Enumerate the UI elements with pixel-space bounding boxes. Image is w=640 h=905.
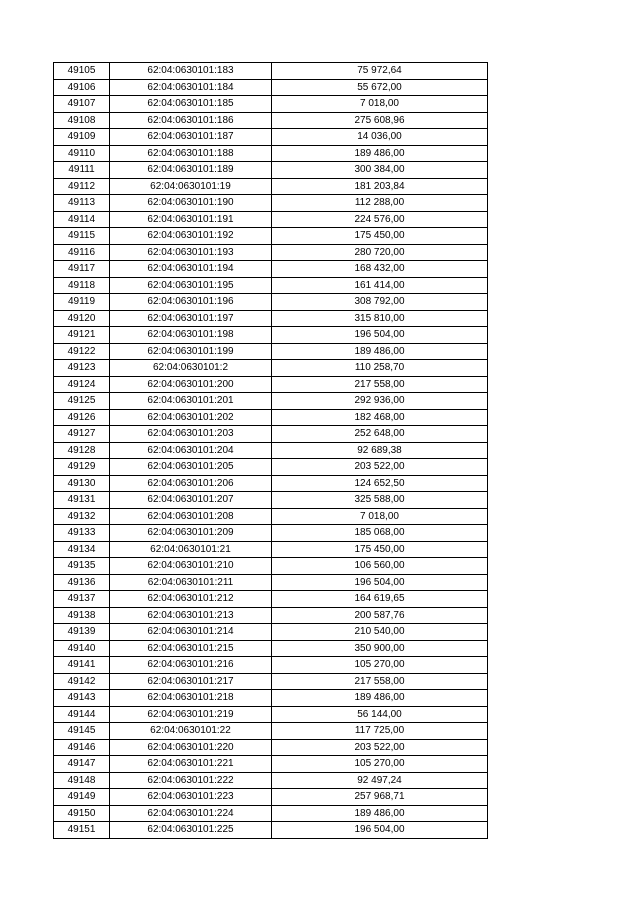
- cadastral-number-cell: 62:04:0630101:220: [110, 739, 272, 756]
- row-number-cell: 49112: [54, 178, 110, 195]
- table-body: [54, 63, 488, 839]
- cadastral-number-cell: 62:04:0630101:198: [110, 327, 272, 344]
- table-row: [54, 508, 488, 525]
- cadastral-value-cell: 189 486,00: [272, 690, 488, 707]
- table-row: [54, 723, 488, 740]
- cadastral-value-cell: 92 689,38: [272, 442, 488, 459]
- table-row: [54, 591, 488, 608]
- row-number-cell: 49108: [54, 112, 110, 129]
- table-row: [54, 772, 488, 789]
- cadastral-number-cell: 62:04:0630101:221: [110, 756, 272, 773]
- cadastral-number-cell: 62:04:0630101:194: [110, 261, 272, 278]
- cadastral-number-cell: 62:04:0630101:218: [110, 690, 272, 707]
- cadastral-value-table: [53, 62, 488, 839]
- cadastral-value-cell: 189 486,00: [272, 145, 488, 162]
- cadastral-value-cell: 164 619,65: [272, 591, 488, 608]
- row-number-cell: 49109: [54, 129, 110, 146]
- cadastral-number-cell: 62:04:0630101:188: [110, 145, 272, 162]
- cadastral-number-cell: 62:04:0630101:222: [110, 772, 272, 789]
- cadastral-number-cell: 62:04:0630101:209: [110, 525, 272, 542]
- row-number-cell: 49144: [54, 706, 110, 723]
- cadastral-number-cell: 62:04:0630101:211: [110, 574, 272, 591]
- cadastral-number-cell: 62:04:0630101:19: [110, 178, 272, 195]
- cadastral-value-cell: 56 144,00: [272, 706, 488, 723]
- row-number-cell: 49115: [54, 228, 110, 245]
- table-row: [54, 129, 488, 146]
- cadastral-value-cell: 203 522,00: [272, 739, 488, 756]
- table-row: [54, 706, 488, 723]
- table-row: [54, 211, 488, 228]
- cadastral-number-cell: 62:04:0630101:205: [110, 459, 272, 476]
- row-number-cell: 49119: [54, 294, 110, 311]
- cadastral-number-cell: 62:04:0630101:223: [110, 789, 272, 806]
- cadastral-value-cell: 203 522,00: [272, 459, 488, 476]
- row-number-cell: 49137: [54, 591, 110, 608]
- cadastral-value-cell: 105 270,00: [272, 756, 488, 773]
- table-row: [54, 195, 488, 212]
- table-row: [54, 739, 488, 756]
- cadastral-value-cell: 7 018,00: [272, 508, 488, 525]
- cadastral-number-cell: 62:04:0630101:206: [110, 475, 272, 492]
- cadastral-value-cell: 189 486,00: [272, 805, 488, 822]
- table-row: [54, 162, 488, 179]
- row-number-cell: 49140: [54, 640, 110, 657]
- row-number-cell: 49134: [54, 541, 110, 558]
- table-row: [54, 376, 488, 393]
- row-number-cell: 49151: [54, 822, 110, 839]
- table-row: [54, 541, 488, 558]
- cadastral-value-cell: 196 504,00: [272, 574, 488, 591]
- cadastral-value-cell: 110 258,70: [272, 360, 488, 377]
- row-number-cell: 49127: [54, 426, 110, 443]
- cadastral-value-cell: 161 414,00: [272, 277, 488, 294]
- cadastral-value-cell: 292 936,00: [272, 393, 488, 410]
- row-number-cell: 49105: [54, 63, 110, 80]
- cadastral-number-cell: 62:04:0630101:189: [110, 162, 272, 179]
- cadastral-value-cell: 168 432,00: [272, 261, 488, 278]
- cadastral-number-cell: 62:04:0630101:190: [110, 195, 272, 212]
- cadastral-number-cell: 62:04:0630101:204: [110, 442, 272, 459]
- cadastral-value-cell: 315 810,00: [272, 310, 488, 327]
- cadastral-value-cell: 75 972,64: [272, 63, 488, 80]
- row-number-cell: 49121: [54, 327, 110, 344]
- row-number-cell: 49142: [54, 673, 110, 690]
- cadastral-value-cell: 200 587,76: [272, 607, 488, 624]
- cadastral-number-cell: 62:04:0630101:22: [110, 723, 272, 740]
- cadastral-number-cell: 62:04:0630101:207: [110, 492, 272, 509]
- table-row: [54, 360, 488, 377]
- cadastral-number-cell: 62:04:0630101:185: [110, 96, 272, 113]
- cadastral-value-cell: 325 588,00: [272, 492, 488, 509]
- row-number-cell: 49110: [54, 145, 110, 162]
- row-number-cell: 49149: [54, 789, 110, 806]
- cadastral-value-cell: 14 036,00: [272, 129, 488, 146]
- table-row: [54, 393, 488, 410]
- cadastral-value-cell: 252 648,00: [272, 426, 488, 443]
- table-row: [54, 145, 488, 162]
- row-number-cell: 49123: [54, 360, 110, 377]
- cadastral-number-cell: 62:04:0630101:224: [110, 805, 272, 822]
- table-row: [54, 442, 488, 459]
- row-number-cell: 49106: [54, 79, 110, 96]
- cadastral-value-cell: 185 068,00: [272, 525, 488, 542]
- cadastral-value-cell: 189 486,00: [272, 343, 488, 360]
- cadastral-value-cell: 175 450,00: [272, 541, 488, 558]
- cadastral-value-cell: 124 652,50: [272, 475, 488, 492]
- row-number-cell: 49136: [54, 574, 110, 591]
- row-number-cell: 49113: [54, 195, 110, 212]
- cadastral-number-cell: 62:04:0630101:183: [110, 63, 272, 80]
- table-row: [54, 756, 488, 773]
- row-number-cell: 49114: [54, 211, 110, 228]
- row-number-cell: 49133: [54, 525, 110, 542]
- cadastral-number-cell: 62:04:0630101:2: [110, 360, 272, 377]
- table-row: [54, 574, 488, 591]
- table-row: [54, 327, 488, 344]
- table-row: [54, 343, 488, 360]
- table-row: [54, 409, 488, 426]
- row-number-cell: 49117: [54, 261, 110, 278]
- cadastral-value-cell: 106 560,00: [272, 558, 488, 575]
- cadastral-number-cell: 62:04:0630101:196: [110, 294, 272, 311]
- cadastral-value-cell: 92 497,24: [272, 772, 488, 789]
- cadastral-value-cell: 7 018,00: [272, 96, 488, 113]
- row-number-cell: 49124: [54, 376, 110, 393]
- cadastral-value-cell: 210 540,00: [272, 624, 488, 641]
- table-row: [54, 690, 488, 707]
- row-number-cell: 49150: [54, 805, 110, 822]
- table-row: [54, 657, 488, 674]
- row-number-cell: 49118: [54, 277, 110, 294]
- row-number-cell: 49147: [54, 756, 110, 773]
- cadastral-value-cell: 280 720,00: [272, 244, 488, 261]
- row-number-cell: 49107: [54, 96, 110, 113]
- table-row: [54, 822, 488, 839]
- table-row: [54, 459, 488, 476]
- cadastral-number-cell: 62:04:0630101:21: [110, 541, 272, 558]
- row-number-cell: 49131: [54, 492, 110, 509]
- table-row: [54, 805, 488, 822]
- table-row: [54, 607, 488, 624]
- cadastral-value-cell: 55 672,00: [272, 79, 488, 96]
- table-row: [54, 294, 488, 311]
- cadastral-number-cell: 62:04:0630101:191: [110, 211, 272, 228]
- row-number-cell: 49125: [54, 393, 110, 410]
- row-number-cell: 49126: [54, 409, 110, 426]
- cadastral-number-cell: 62:04:0630101:202: [110, 409, 272, 426]
- cadastral-number-cell: 62:04:0630101:213: [110, 607, 272, 624]
- table-row: [54, 79, 488, 96]
- row-number-cell: 49111: [54, 162, 110, 179]
- cadastral-value-cell: 224 576,00: [272, 211, 488, 228]
- cadastral-value-cell: 196 504,00: [272, 822, 488, 839]
- cadastral-number-cell: 62:04:0630101:216: [110, 657, 272, 674]
- cadastral-number-cell: 62:04:0630101:225: [110, 822, 272, 839]
- cadastral-number-cell: 62:04:0630101:212: [110, 591, 272, 608]
- row-number-cell: 49139: [54, 624, 110, 641]
- cadastral-number-cell: 62:04:0630101:186: [110, 112, 272, 129]
- table-row: [54, 426, 488, 443]
- cadastral-number-cell: 62:04:0630101:192: [110, 228, 272, 245]
- cadastral-value-cell: 181 203,84: [272, 178, 488, 195]
- row-number-cell: 49138: [54, 607, 110, 624]
- table-row: [54, 789, 488, 806]
- table-row: [54, 244, 488, 261]
- table-row: [54, 492, 488, 509]
- table-row: [54, 228, 488, 245]
- table-row: [54, 525, 488, 542]
- cadastral-number-cell: 62:04:0630101:208: [110, 508, 272, 525]
- table-row: [54, 112, 488, 129]
- table-row: [54, 277, 488, 294]
- row-number-cell: 49132: [54, 508, 110, 525]
- table-row: [54, 261, 488, 278]
- cadastral-value-cell: 217 558,00: [272, 673, 488, 690]
- cadastral-value-cell: 257 968,71: [272, 789, 488, 806]
- cadastral-number-cell: 62:04:0630101:201: [110, 393, 272, 410]
- cadastral-value-cell: 275 608,96: [272, 112, 488, 129]
- row-number-cell: 49148: [54, 772, 110, 789]
- cadastral-value-cell: 112 288,00: [272, 195, 488, 212]
- cadastral-number-cell: 62:04:0630101:199: [110, 343, 272, 360]
- cadastral-number-cell: 62:04:0630101:197: [110, 310, 272, 327]
- cadastral-value-cell: 105 270,00: [272, 657, 488, 674]
- table-row: [54, 673, 488, 690]
- cadastral-number-cell: 62:04:0630101:195: [110, 277, 272, 294]
- cadastral-value-cell: 175 450,00: [272, 228, 488, 245]
- cadastral-value-cell: 300 384,00: [272, 162, 488, 179]
- row-number-cell: 49146: [54, 739, 110, 756]
- row-number-cell: 49116: [54, 244, 110, 261]
- table-row: [54, 96, 488, 113]
- cadastral-number-cell: 62:04:0630101:217: [110, 673, 272, 690]
- row-number-cell: 49143: [54, 690, 110, 707]
- row-number-cell: 49122: [54, 343, 110, 360]
- row-number-cell: 49120: [54, 310, 110, 327]
- cadastral-value-cell: 182 468,00: [272, 409, 488, 426]
- cadastral-number-cell: 62:04:0630101:219: [110, 706, 272, 723]
- table-row: [54, 475, 488, 492]
- cadastral-value-cell: 196 504,00: [272, 327, 488, 344]
- cadastral-number-cell: 62:04:0630101:187: [110, 129, 272, 146]
- row-number-cell: 49135: [54, 558, 110, 575]
- cadastral-number-cell: 62:04:0630101:210: [110, 558, 272, 575]
- table-row: [54, 624, 488, 641]
- cadastral-value-cell: 217 558,00: [272, 376, 488, 393]
- table-row: [54, 178, 488, 195]
- table-row: [54, 558, 488, 575]
- row-number-cell: 49145: [54, 723, 110, 740]
- cadastral-number-cell: 62:04:0630101:184: [110, 79, 272, 96]
- cadastral-number-cell: 62:04:0630101:193: [110, 244, 272, 261]
- table-row: [54, 63, 488, 80]
- cadastral-value-cell: 308 792,00: [272, 294, 488, 311]
- cadastral-number-cell: 62:04:0630101:215: [110, 640, 272, 657]
- table-row: [54, 310, 488, 327]
- cadastral-value-cell: 117 725,00: [272, 723, 488, 740]
- cadastral-number-cell: 62:04:0630101:200: [110, 376, 272, 393]
- cadastral-value-cell: 350 900,00: [272, 640, 488, 657]
- cadastral-number-cell: 62:04:0630101:203: [110, 426, 272, 443]
- cadastral-number-cell: 62:04:0630101:214: [110, 624, 272, 641]
- row-number-cell: 49130: [54, 475, 110, 492]
- table-row: [54, 640, 488, 657]
- row-number-cell: 49128: [54, 442, 110, 459]
- row-number-cell: 49129: [54, 459, 110, 476]
- row-number-cell: 49141: [54, 657, 110, 674]
